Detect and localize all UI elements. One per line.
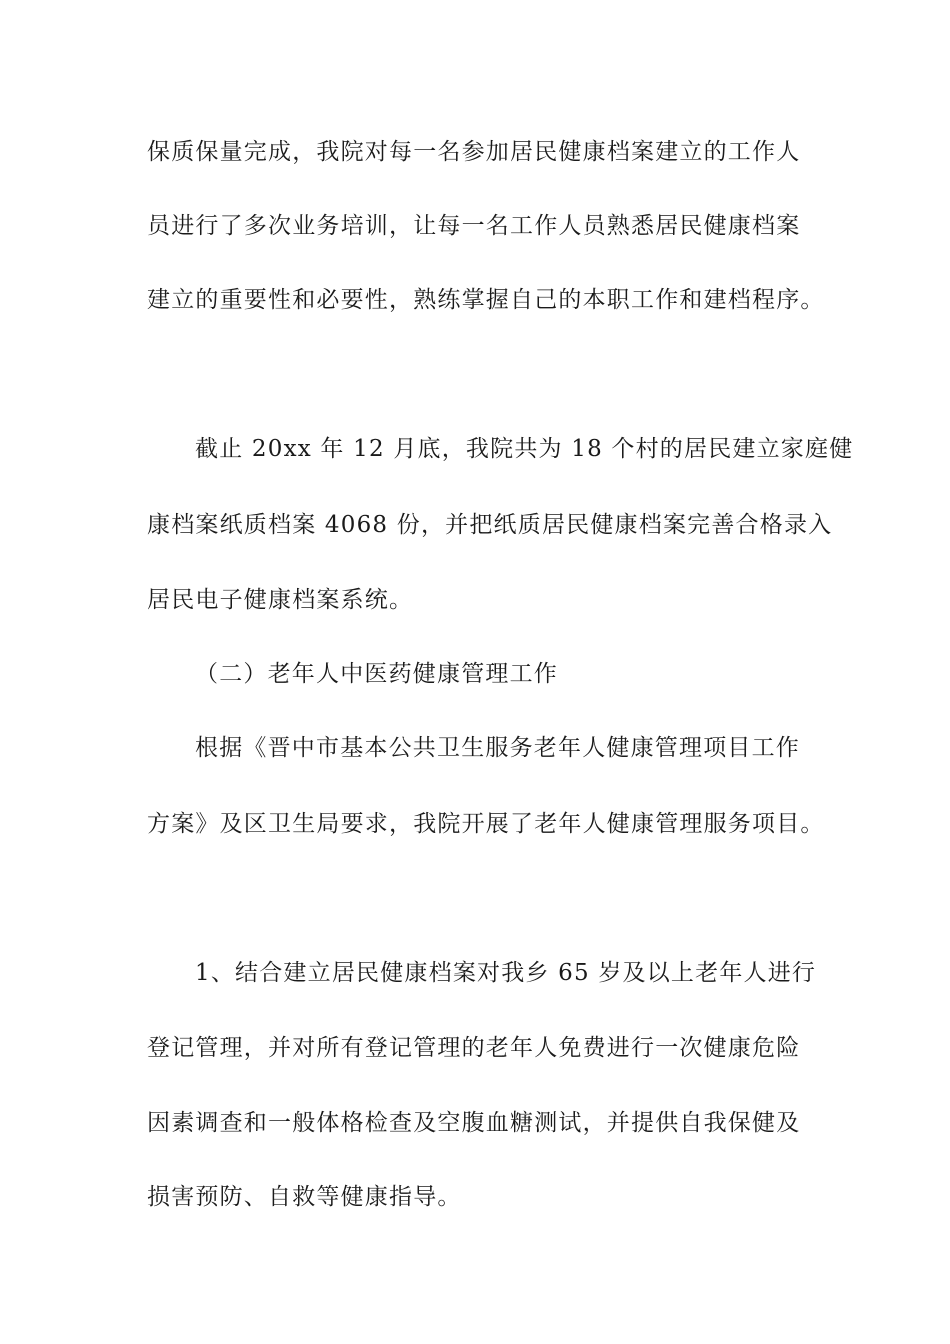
paragraph-line: 登记管理，并对所有登记管理的老年人免费进行一次健康危险 bbox=[147, 1035, 801, 1061]
paragraph-line: 员进行了多次业务培训，让每一名工作人员熟悉居民健康档案 bbox=[147, 213, 801, 239]
paragraph-line: 保质保量完成，我院对每一名参加居民健康档案建立的工作人 bbox=[147, 139, 801, 165]
section-heading: （二）老年人中医药健康管理工作 bbox=[195, 661, 558, 687]
paragraph-line: 截止 20xx 年 12 月底，我院共为 18 个村的居民建立家庭健 bbox=[195, 436, 854, 462]
paragraph-line: 康档案纸质档案 4068 份，并把纸质居民健康档案完善合格录入 bbox=[147, 512, 833, 538]
paragraph-line: 根据《晋中市基本公共卫生服务老年人健康管理项目工作 bbox=[195, 735, 800, 761]
paragraph-line: 1、结合建立居民健康档案对我乡 65 岁及以上老年人进行 bbox=[195, 960, 817, 986]
paragraph-line: 居民电子健康档案系统。 bbox=[147, 587, 414, 613]
paragraph-line: 损害预防、自救等健康指导。 bbox=[147, 1184, 462, 1210]
paragraph-line: 建立的重要性和必要性，熟练掌握自己的本职工作和建档程序。 bbox=[147, 287, 825, 313]
paragraph-line: 因素调查和一般体格检查及空腹血糖测试，并提供自我保健及 bbox=[147, 1110, 801, 1136]
paragraph-line: 方案》及区卫生局要求，我院开展了老年人健康管理服务项目。 bbox=[147, 811, 825, 837]
